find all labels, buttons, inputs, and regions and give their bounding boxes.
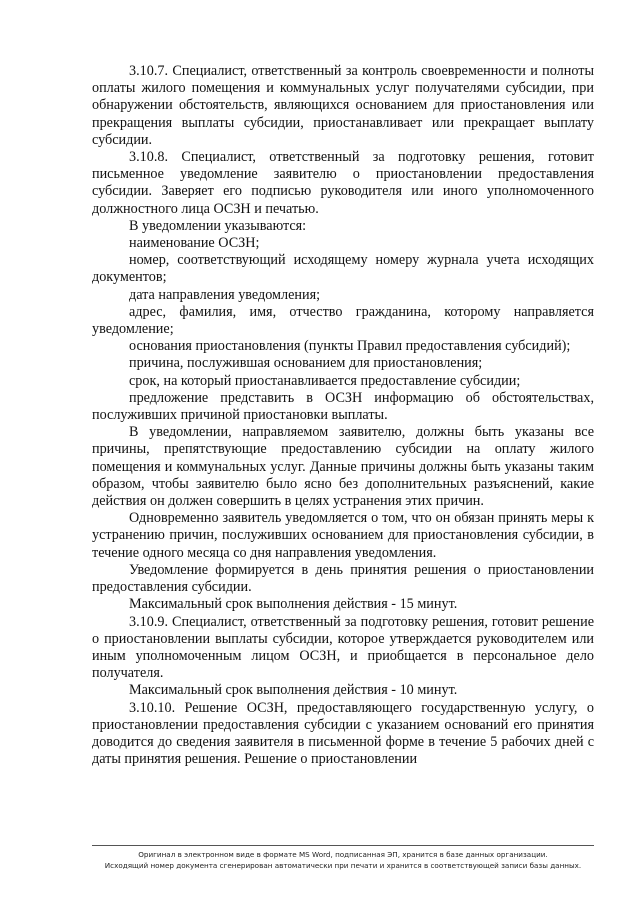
notice-item-date: дата направления уведомления;: [129, 286, 321, 303]
footer-divider: [92, 845, 594, 846]
notice-item-grounds: основания приостановления (пункты Правил предоставления субсидий);: [129, 338, 571, 355]
paragraph-3-10-8: 3.10.8. Специалист, ответственный за подготовку решения, готовит письменное уведомление заявителю о приостановлении предоставления субсидии. Заверяет его подписью руководителя или иного уполномоченного должностного лица ОСЗН и печатью.: [92, 149, 594, 217]
paragraph-max-time-15: Максимальный срок выполнения действия - 15 минут.: [129, 596, 458, 613]
notice-item-address: адрес, фамилия, имя, отчество гражданина, которому направляется уведомление;: [92, 303, 594, 338]
document-body: [92, 63, 594, 768]
notice-item-number: номер, соответствующий исходящему номеру журнала учета исходящих документов;: [92, 252, 594, 286]
paragraph-notice-obligation: Одновременно заявитель уведомляется о том, что он обязан принять меры к устранению причин, послуживших основанием для приостановления субсидии, в течение одного месяца со дня направления уведомления.: [92, 510, 594, 561]
paragraph-3-10-7: 3.10.7. Специалист, ответственный за контроль своевременности и полноты оплаты жилого помещения и коммунальных услуг получателями субсидии, при обнаружении обстоятельств, являющихся основанием для приостановления или прекращения выплаты субсидии, приостанавливает или прекращает выплату субсидии.: [92, 63, 594, 148]
paragraph-3-10-10: 3.10.10. Решение ОСЗН, предоставляющего государственную услугу, о приостановлении предоставления субсидии с указанием оснований его принятия доводится до сведения заявителя в письменной форме в течение 5 рабочих дней с даты принятия решения. Решение о приостановлении: [92, 699, 594, 768]
footer-outgoing-number-note: Исходящий номер документа сгенерирован автоматически при печати и хранится в соответствующей записи базы данных.: [104, 861, 582, 870]
paragraph-3-10-9: 3.10.9. Специалист, ответственный за подготовку решения, готовит решение о приостановлении выплаты субсидии, которое утверждается руководителем или иным уполномоченным лицом ОСЗН, и приобщается в персональное дело получателя.: [92, 613, 594, 682]
notice-item-term: срок, на который приостанавливается предоставление субсидии;: [129, 372, 521, 389]
notice-item-reason: причина, послужившая основанием для приостановления;: [129, 355, 483, 372]
paragraph-notice-formed: Уведомление формируется в день принятия решения о приостановлении предоставления субсидии.: [92, 561, 594, 596]
footer-original-note: Оригинал в электронном виде в формате MS Word, подписанная ЭП, хранится в базе данных организации.: [138, 850, 548, 859]
page-footer: [92, 849, 594, 871]
notice-item-proposal: предложение представить в ОСЗН информацию об обстоятельствах, послуживших причиной приостановки выплаты.: [92, 389, 594, 424]
paragraph-max-time-10: Максимальный срок выполнения действия - 10 минут.: [129, 682, 458, 699]
notice-item-osznname: наименование ОСЗН;: [129, 235, 260, 252]
notice-contents-intro: В уведомлении указываются:: [129, 217, 307, 234]
paragraph-notice-reasons: В уведомлении, направляемом заявителю, должны быть указаны все причины, препятствующие предоставлению субсидии на оплату жилого помещения и коммунальных услуг. Данные причины должны быть указаны таким образом, чтобы заявителю было ясно без дополнительных разъяснений, какие действия он должен совершить в целях устранения этих причин.: [92, 424, 594, 510]
